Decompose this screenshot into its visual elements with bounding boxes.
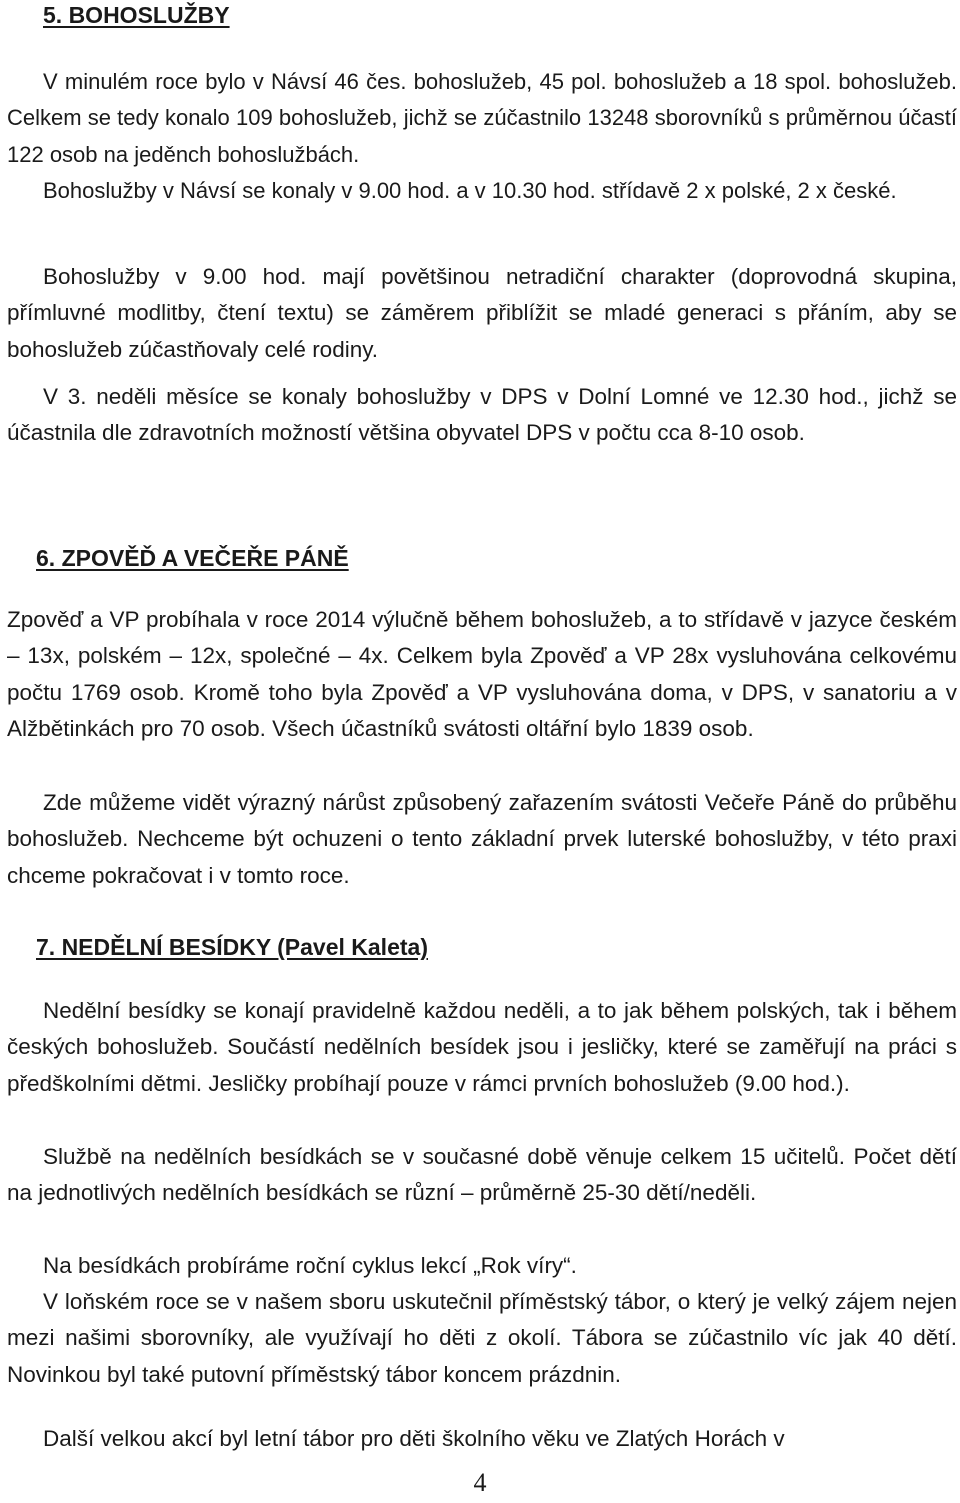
section-5-paragraph-1: V minulém roce bylo v Návsí 46 čes. bohoslužeb, 45 pol. bohoslužeb a 18 spol. bohoslužeb. Celkem se tedy konalo 109 bohoslužeb, jichž se zúčastnilo 13248 sborovníků s průměrnou účastí 122 osob na jeděnch bohoslužbách. (7, 69, 957, 167)
section-6-paragraph-2: Zde můžeme vidět výrazný nárůst způsobený zařazením svátosti Večeře Páně do průběhu bohoslužeb. Nechceme být ochuzeni o tento základní prvek luterské bohoslužby, v této praxi chceme pokračovat i v tomto roce. (7, 790, 957, 888)
page-number: 4 (473, 1468, 487, 1497)
section-5-paragraph-4: V 3. neděli měsíce se konaly bohoslužby v DPS v Dolní Lomné ve 12.30 hod., jichž se účastnila dle zdravotních možností většina obyvatel DPS v počtu cca 8-10 osob. (7, 384, 957, 446)
section-7-paragraph-4: V loňském roce se v našem sboru uskutečnil příměstský tábor, o který je velký zájem nejen mezi našimi sborovníky, ale využívají ho děti z okolí. Tábora se zúčastnilo víc jak 40 dětí. Novinkou byl také putovní příměstský tábor koncem prázdnin. (7, 1289, 957, 1387)
section-7-paragraph-3: Na besídkách probíráme roční cyklus lekcí „Rok víry“. (43, 1253, 577, 1278)
section-6-heading: 6. ZPOVĚĎ A VEČEŘE PÁNĚ (36, 545, 349, 571)
section-7-paragraph-1: Nedělní besídky se konají pravidelně každou neděli, a to jak během polských, tak i během českých bohoslužeb. Součástí nedělních besídek jsou i jesličky, které se zaměřují na práci s předškolními dětmi. Jesličky probíhají pouze v rámci prvních bohoslužeb (9.00 hod.). (7, 998, 957, 1096)
section-7-heading: 7. NEDĚLNÍ BESÍDKY (Pavel Kaleta) (36, 934, 428, 960)
section-5-paragraph-3: Bohoslužby v 9.00 hod. mají povětšinou netradiční charakter (doprovodná skupina, přímluvné modlitby, čtení textu) se záměrem přiblížit se mladé generaci s přáním, aby se bohoslužeb zúčastňovaly celé rodiny. (7, 264, 957, 362)
section-6-paragraph-1: Zpověď a VP probíhala v roce 2014 výlučně během bohoslužeb, a to střídavě v jazyce českém – 13x, polském – 12x, společné – 4x. Celkem byla Zpověď a VP 28x vysluhována celkovému počtu 1769 osob. Kromě toho byla Zpověď a VP vysluhována doma, v DPS, v sanatoriu a v Alžbětinkách pro 70 osob. Všech účastníků svátosti oltářní bylo 1839 osob. (7, 607, 957, 741)
section-7-paragraph-2: Službě na nedělních besídkách se v současné době věnuje celkem 15 učitelů. Počet dětí na jednotlivých nedělních besídkách se různí – průměrně 25-30 dětí/neděli. (7, 1144, 957, 1206)
section-5-heading: 5. BOHOSLUŽBY (43, 2, 230, 28)
section-7-paragraph-5: Další velkou akcí byl letní tábor pro děti školního věku ve Zlatých Horách v (43, 1426, 785, 1451)
section-5-paragraph-2: Bohoslužby v Návsí se konaly v 9.00 hod. a v 10.30 hod. střídavě 2 x polské, 2 x české. (43, 178, 897, 203)
